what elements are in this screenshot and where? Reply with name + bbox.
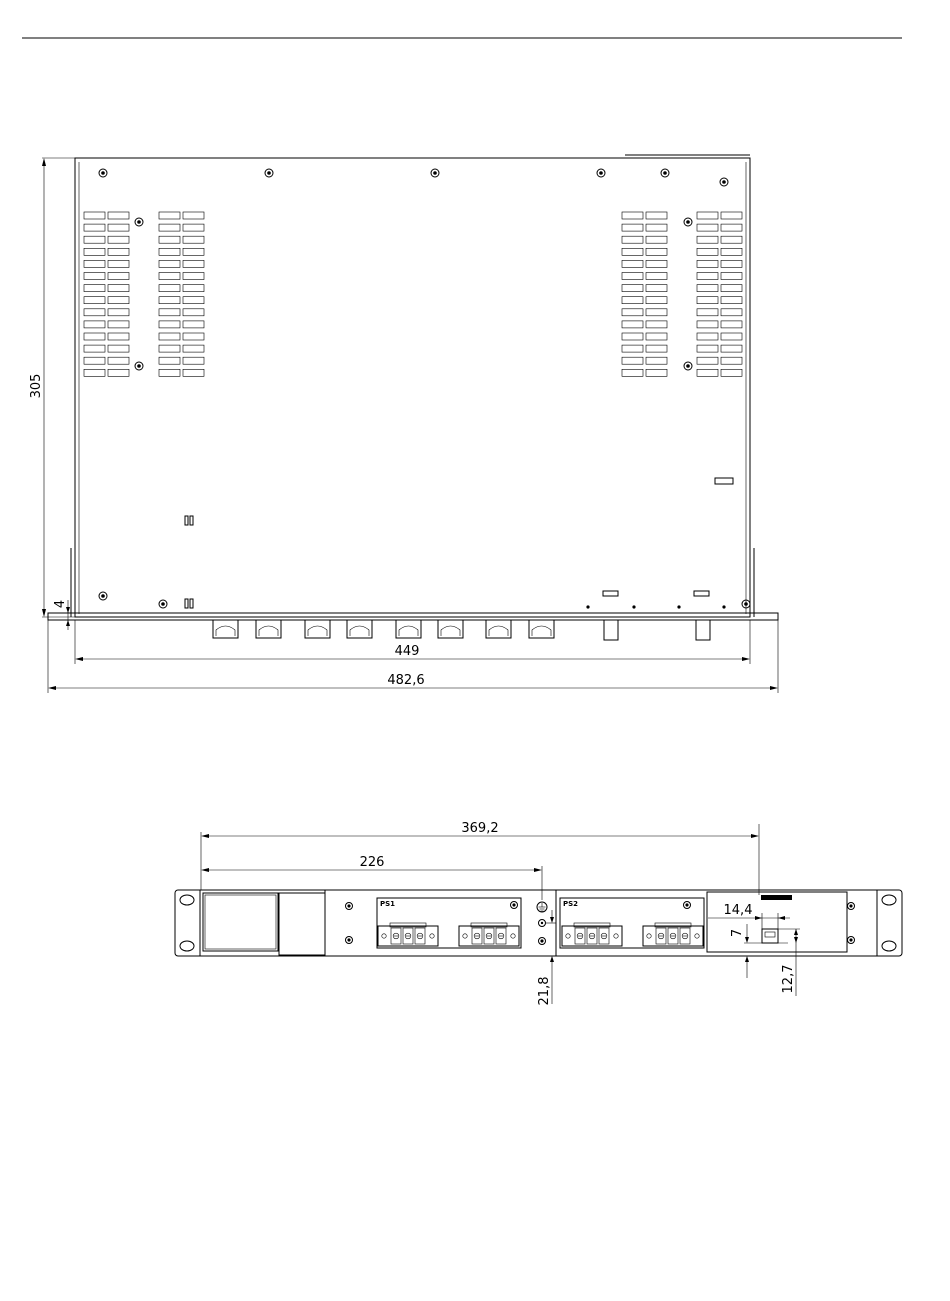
screw [684, 218, 692, 226]
front-connector-square [604, 620, 618, 640]
vent-slot [646, 285, 667, 292]
vent-slot [159, 369, 180, 376]
vent-slot [622, 369, 643, 376]
vent-slot [108, 297, 129, 304]
vent-slot [183, 369, 204, 376]
vent-slot [697, 297, 718, 304]
vent-slot [159, 285, 180, 292]
vent-slot [721, 357, 742, 364]
vent-slot [84, 224, 105, 231]
rack-ear-hole [180, 895, 194, 905]
dim-ground-height: 21,8 [537, 976, 552, 1006]
vent-slot [84, 248, 105, 255]
vent-slot [646, 333, 667, 340]
vent-slot [159, 248, 180, 255]
screw [848, 937, 855, 944]
vent-slot [622, 248, 643, 255]
vent-slot [721, 333, 742, 340]
vent-slot [84, 297, 105, 304]
vent-slot [721, 248, 742, 255]
screw [135, 362, 143, 370]
front-port [396, 620, 421, 638]
chassis-outline [75, 158, 750, 617]
screw [431, 169, 439, 177]
vent-slot [159, 321, 180, 328]
vent-slot [108, 321, 129, 328]
vent-slot [183, 273, 204, 280]
vent-slot [721, 260, 742, 267]
terminal-block [378, 923, 438, 946]
vent-slot [84, 333, 105, 340]
screw [684, 362, 692, 370]
rack-ear-hole [882, 895, 896, 905]
ps1-label: PS1 [380, 900, 396, 908]
vent-slot [84, 260, 105, 267]
vent-slot [721, 309, 742, 316]
front-port [213, 620, 238, 638]
vent-slot [721, 285, 742, 292]
screw [848, 903, 855, 910]
front-port [256, 620, 281, 638]
vent-slots [84, 212, 742, 376]
vent-slot [183, 212, 204, 219]
front-port [486, 620, 511, 638]
vent-slot [108, 357, 129, 364]
vent-slot [697, 260, 718, 267]
front-port [347, 620, 372, 638]
vent-slot [159, 224, 180, 231]
screw [99, 592, 107, 600]
vent-slot [108, 260, 129, 267]
front-view [175, 821, 902, 1005]
vent-slot [622, 309, 643, 316]
vent-slot [108, 224, 129, 231]
vent-slot [646, 224, 667, 231]
vent-slot [697, 285, 718, 292]
vent-slot [183, 297, 204, 304]
vent-slot [721, 345, 742, 352]
screw [597, 169, 605, 177]
vent-slot [646, 369, 667, 376]
vent-slot [622, 236, 643, 243]
vent-slot [697, 369, 718, 376]
vent-slot [183, 309, 204, 316]
vent-slot [721, 224, 742, 231]
vent-slot [646, 212, 667, 219]
vent-slot [84, 369, 105, 376]
blank-module [203, 893, 278, 951]
vent-slot [183, 321, 204, 328]
vent-slot [183, 357, 204, 364]
front-connectors [213, 620, 554, 638]
vent-slot [721, 369, 742, 376]
ps2-label: PS2 [563, 900, 579, 908]
vent-slot [108, 309, 129, 316]
top-view-screws [99, 169, 750, 608]
vent-slot [646, 297, 667, 304]
vent-slot [159, 260, 180, 267]
vent-slot [622, 273, 643, 280]
vent-slot [84, 345, 105, 352]
dim-connector-offset: 7 [730, 928, 745, 938]
vent-slot [622, 260, 643, 267]
vent-slot [697, 309, 718, 316]
vent-slot [183, 260, 204, 267]
vent-slot [108, 345, 129, 352]
screw [135, 218, 143, 226]
screw [539, 938, 546, 945]
vent-slot [622, 345, 643, 352]
front-port [529, 620, 554, 638]
vent-slot [159, 212, 180, 219]
vent-slot [183, 236, 204, 243]
vent-slot [84, 212, 105, 219]
vent-slot [697, 212, 718, 219]
screw [99, 169, 107, 177]
terminal-block [643, 923, 703, 946]
vent-slot [183, 248, 204, 255]
vent-slot [159, 357, 180, 364]
vent-slot [646, 345, 667, 352]
screw [159, 600, 167, 608]
dim-flange: 4 [53, 599, 68, 609]
dim-to-ground: 226 [359, 855, 385, 870]
vent-slot [646, 260, 667, 267]
vent-slot [646, 357, 667, 364]
vent-slot [84, 273, 105, 280]
screw [661, 169, 669, 177]
terminal-block [562, 923, 622, 946]
vent-slot [646, 321, 667, 328]
vent-slot [622, 285, 643, 292]
dim-depth: 305 [29, 373, 44, 399]
screw [511, 902, 518, 909]
vent-slot [622, 297, 643, 304]
screw [346, 937, 353, 944]
vent-slot [697, 321, 718, 328]
vent-slot [84, 285, 105, 292]
vent-slot [721, 321, 742, 328]
vent-slot [159, 236, 180, 243]
rack-ear-hole [180, 941, 194, 951]
vent-slot [697, 224, 718, 231]
dim-to-right-edge: 369,2 [461, 821, 499, 836]
vent-slot [697, 333, 718, 340]
vent-slot [84, 309, 105, 316]
vent-slot [108, 273, 129, 280]
dim-connector-height: 12,7 [781, 964, 796, 994]
screw [720, 178, 728, 186]
vent-slot [697, 357, 718, 364]
vent-slot [721, 273, 742, 280]
vent-slot [721, 236, 742, 243]
vent-slot [84, 236, 105, 243]
vent-slot [108, 212, 129, 219]
vent-slot [183, 285, 204, 292]
vent-slot [108, 285, 129, 292]
vent-slot [159, 309, 180, 316]
vent-slot [183, 224, 204, 231]
vent-slot [622, 357, 643, 364]
vent-slot [697, 236, 718, 243]
vent-slot [721, 212, 742, 219]
front-port [438, 620, 463, 638]
vent-slot [84, 357, 105, 364]
dim-body-width: 449 [394, 644, 420, 659]
screw [265, 169, 273, 177]
vent-slot [108, 369, 129, 376]
vent-slot [159, 273, 180, 280]
rack-ear-hole [882, 941, 896, 951]
vent-slot [159, 297, 180, 304]
front-connector-square [696, 620, 710, 640]
vent-slot [159, 345, 180, 352]
vent-slot [159, 333, 180, 340]
vent-slot [622, 224, 643, 231]
vent-slot [622, 321, 643, 328]
screw [346, 903, 353, 910]
vent-slot [183, 345, 204, 352]
vent-slot [108, 236, 129, 243]
vent-slot [622, 333, 643, 340]
vent-slot [646, 273, 667, 280]
top-view [29, 155, 778, 693]
vent-slot [697, 273, 718, 280]
front-port [305, 620, 330, 638]
vent-slot [646, 248, 667, 255]
screw [684, 902, 691, 909]
vent-slot [84, 321, 105, 328]
vent-slot [622, 212, 643, 219]
blank-module [279, 893, 325, 955]
dim-connector-width: 14,4 [723, 903, 753, 918]
vent-slot [108, 333, 129, 340]
vent-slot [108, 248, 129, 255]
vent-slot [697, 248, 718, 255]
terminal-block [459, 923, 519, 946]
vent-slot [646, 309, 667, 316]
data-connector [762, 929, 778, 943]
vent-slot [646, 236, 667, 243]
vent-slot [721, 297, 742, 304]
dim-rack-width: 482,6 [387, 673, 425, 688]
vent-slot [183, 333, 204, 340]
vent-slot [697, 345, 718, 352]
